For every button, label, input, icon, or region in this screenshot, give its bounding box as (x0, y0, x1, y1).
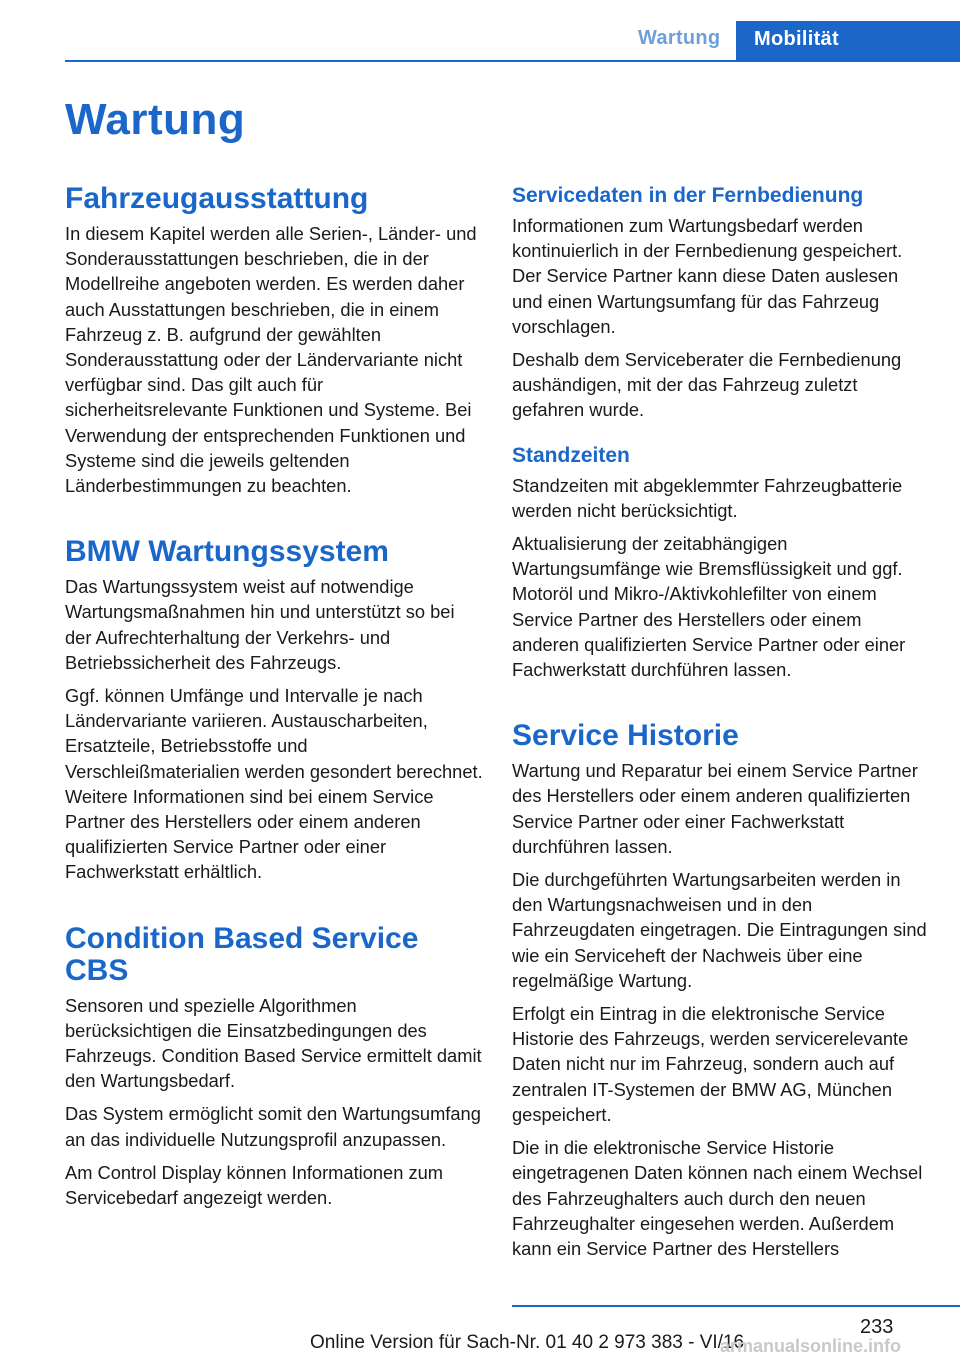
paragraph: Das Wartungssystem weist auf notwendige Wartungsmaßnahmen hin und unterstützt so bei der Aufrechterhaltung der Verkehrs- und Betriebssicherheit des Fahrzeugs. (65, 576, 455, 673)
footer-rule (512, 1305, 960, 1307)
page-title: Wartung (65, 95, 246, 144)
heading-servicedaten-fernbedienung: Servicedaten in der Fernbedienung (512, 184, 864, 207)
paragraph: Am Control Display können Informationen zum Servicebedarf angezeigt werden. (65, 1161, 443, 1209)
heading-standzeiten: Standzeiten (512, 443, 630, 467)
heading-bmw-wartungssystem: BMW Wartungssystem (65, 535, 389, 569)
paragraph: Erfolgt ein Eintrag in die elektronische Service Historie des Fahrzeugs, werden servicerelevante Daten nicht nur im Fahrzeug, sondern auch auf zentralen IT-Systemen der BMW AG, München gespeichert. (512, 1003, 909, 1125)
tab-mobilitaet[interactable]: Mobilität (736, 21, 960, 62)
heading-fahrzeugausstattung: Fahrzeugausstattung (65, 182, 369, 215)
paragraph: Ggf. können Umfänge und Intervalle je nach Ländervariante variieren. Austauscharbeiten, Ersatzteile, Betriebsstoffe und Verschleißmaterialien werden gesondert berechnet. Weitere Informationen sind bei einem Service Partner des Herstellers oder einem anderen qualifizierten Service Partner oder einer Fachwerkstatt erhältlich. (65, 685, 483, 883)
watermark: armanualsonline.info (720, 1336, 902, 1356)
paragraph: Die durchgeführten Wartungsarbeiten werden in den Wartungsnachweisen und in den Fahrzeugdaten eingetragen. Die Eintragungen sind wie ein Serviceheft der Nachweis über eine regelmäßige Wartung. (512, 869, 927, 991)
paragraph: Informationen zum Wartungsbedarf werden kontinuierlich in der Fernbedienung gespeichert. Der Service Partner kann diese Daten auslesen und einen Wartungsumfang für das Fahrzeug vorschlagen. (512, 215, 903, 337)
paragraph: Wartung und Reparatur bei einem Service Partner des Herstellers oder einem anderen qualifizierten Service Partner oder einer Fachwerkstatt durchführen lassen. (512, 760, 918, 857)
heading-service-historie: Service Historie (512, 719, 739, 753)
paragraph: Das System ermöglicht somit den Wartungsumfang an das individuelle Nutzungsprofil anzupassen. (65, 1103, 481, 1150)
paragraph: In diesem Kapitel werden alle Serien-, Länder- und Sonderausstattungen beschrieben, die in der Modellreihe angeboten werden. Es werden daher auch Ausstattungen beschrieben, die in einem Fahrzeug z. B. aufgrund der gewählten Sonderausstattung oder der Ländervariante nicht verfügbar sind. Das gilt auch für sicherheitsrelevante Funktionen und Systeme. Bei Verwendung der entsprechenden Funktionen und Systeme sind die jeweils geltenden Länderbestimmungen zu beachten. (65, 223, 477, 497)
paragraph: Die in die elektronische Service Historie eingetragenen Daten können nach einem Wechsel des Fahrzeughalters auch durch den neuen Fahrzeughalter eingesehen werden. Außerdem kann ein Service Partner des Herstellers (512, 1137, 923, 1259)
footer-version-note: Online Version für Sach-Nr. 01 40 2 973 383 - VI/16 (310, 1332, 745, 1353)
paragraph: Aktualisierung der zeitabhängigen Wartungsumfänge wie Bremsflüssigkeit und ggf. Motoröl und Mikro-/Aktivkohlefilter von einem Service Partner des Herstellers oder einem anderen qualifizierten Service Partner oder einer Fachwerkstatt durchführen lassen. (512, 533, 906, 681)
paragraph: Sensoren und spezielle Algorithmen berücksichtigen die Einsatzbedingungen des Fahrzeugs. Condition Based Service ermittelt damit den Wartungsbedarf. (65, 994, 482, 1092)
paragraph: Standzeiten mit abgeklemmter Fahrzeugbatterie werden nicht berücksichtigt. (512, 474, 903, 521)
tab-wartung[interactable]: Wartung (638, 27, 721, 49)
page-number: 233 (860, 1316, 894, 1338)
right-column (512, 183, 932, 1269)
paragraph: Deshalb dem Serviceberater die Fernbedienung aushändigen, mit der das Fahrzeug zuletzt gefahren wurde. (512, 349, 902, 421)
heading-condition-based-service: Condition Based Service CBS (65, 921, 419, 987)
left-column (65, 183, 483, 1218)
